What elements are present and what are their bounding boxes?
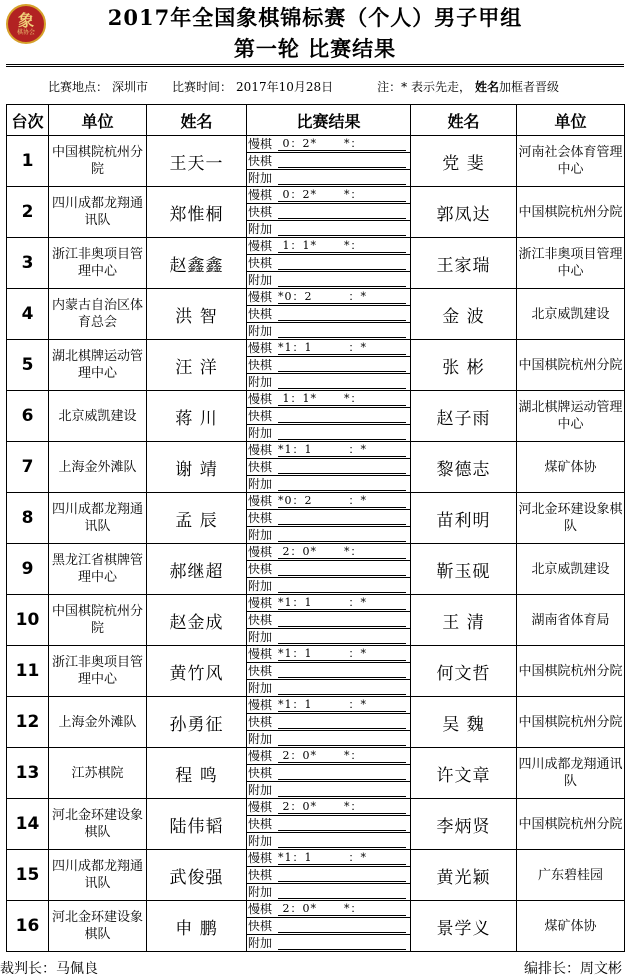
result-cell [247,646,411,697]
result-line-slow [247,850,410,867]
result-cell [247,493,411,544]
result-line-rapid [247,816,410,833]
divider-top-2 [6,66,624,67]
result-label-rapid: 快棋 [248,255,273,270]
unit-b: 煤矿体协 [517,901,625,952]
result-label-rapid: 快棋 [248,918,273,933]
result-blank [278,154,406,168]
result-label-extra: 附加 [248,782,273,797]
result-label-slow: 慢棋 [248,238,273,253]
result-value: *1：1 ：* [278,698,406,712]
unit-a: 河北金环建设象棋队 [49,901,147,952]
table-row [7,544,625,595]
board-number: 15 [7,850,49,901]
result-blank [278,579,406,593]
table-row [7,799,625,850]
result-blank [278,817,406,831]
result-cell [247,136,411,187]
result-line-rapid [247,255,410,272]
result-blank [278,919,406,933]
result-label-slow: 慢棋 [248,544,273,559]
player-b: 金 波 [411,289,517,340]
result-blank [278,681,406,695]
result-label-rapid: 快棋 [248,204,273,219]
result-blank [278,562,406,576]
result-line-extra [247,731,410,747]
result-label-rapid: 快棋 [248,357,273,372]
result-line-rapid [247,612,410,629]
result-value: *1：1 ：* [278,596,406,610]
result-blank [278,460,406,474]
result-label-extra: 附加 [248,374,273,389]
player-a: 蒋 川 [147,391,247,442]
result-line-slow [247,187,410,204]
result-label-slow: 慢棋 [248,340,273,355]
result-line-slow [247,697,410,714]
table-row [7,901,625,952]
result-label-rapid: 快棋 [248,306,273,321]
meta-line [48,78,563,95]
result-label-rapid: 快棋 [248,816,273,831]
result-line-slow [247,391,410,408]
player-b: 苗利明 [411,493,517,544]
unit-b: 煤矿体协 [517,442,625,493]
result-cell [247,748,411,799]
board-number: 9 [7,544,49,595]
col-name-b: 姓名 [411,105,517,136]
table-row [7,340,625,391]
result-line-slow [247,799,410,816]
player-b: 景学义 [411,901,517,952]
result-line-extra [247,272,410,288]
result-blank [278,783,406,797]
result-label-rapid: 快棋 [248,663,273,678]
unit-b: 中国棋院杭州分院 [517,697,625,748]
result-label-extra: 附加 [248,935,273,950]
unit-a: 湖北棋牌运动管理中心 [49,340,147,391]
board-number: 6 [7,391,49,442]
board-number: 14 [7,799,49,850]
result-blank [278,766,406,780]
player-a: 汪 洋 [147,340,247,391]
player-a: 洪 智 [147,289,247,340]
result-cell [247,238,411,289]
result-cell [247,901,411,952]
board-number: 5 [7,340,49,391]
result-blank [278,307,406,321]
result-label-extra: 附加 [248,425,273,440]
result-blank [278,868,406,882]
result-label-extra: 附加 [248,221,273,236]
result-blank [278,205,406,219]
unit-a: 黑龙江省棋牌管理中心 [49,544,147,595]
result-label-rapid: 快棋 [248,510,273,525]
note-suffix: 加框者晋级 [498,80,559,94]
unit-b: 北京威凯建设 [517,544,625,595]
player-b: 郭凤达 [411,187,517,238]
result-blank [278,477,406,491]
table-row [7,391,625,442]
result-label-extra: 附加 [248,170,273,185]
result-label-extra: 附加 [248,476,273,491]
unit-a: 上海金外滩队 [49,697,147,748]
unit-a: 中国棋院杭州分院 [49,595,147,646]
player-b: 吴 魏 [411,697,517,748]
player-a: 郝继超 [147,544,247,595]
result-line-slow [247,289,410,306]
divider-top [6,64,624,65]
result-line-extra [247,476,410,492]
time-value: 2017年10月28日 [236,80,334,94]
unit-b: 湖北棋牌运动管理中心 [517,391,625,442]
unit-b: 四川成都龙翔通讯队 [517,748,625,799]
result-cell [247,340,411,391]
result-blank [278,256,406,270]
result-value: *1：1 ：* [278,443,406,457]
unit-b: 河南社会体育管理中心 [517,136,625,187]
player-b: 党 斐 [411,136,517,187]
logo-char: 象 [17,10,34,30]
result-label-extra: 附加 [248,629,273,644]
player-a: 程 鸣 [147,748,247,799]
result-value: 2：0* *： [278,800,406,814]
table-row [7,238,625,289]
result-line-extra [247,221,410,237]
referee: 裁判长：马佩良 [0,961,98,977]
unit-b: 浙江非奥项目管理中心 [517,238,625,289]
result-label-slow: 慢棋 [248,136,273,151]
player-a: 孙勇征 [147,697,247,748]
unit-b: 北京威凯建设 [517,289,625,340]
unit-a: 内蒙古自治区体育总会 [49,289,147,340]
player-b: 靳玉砚 [411,544,517,595]
player-a: 黄竹风 [147,646,247,697]
player-b: 赵子雨 [411,391,517,442]
result-line-rapid [247,918,410,935]
player-a: 郑惟桐 [147,187,247,238]
board-number: 13 [7,748,49,799]
result-blank [278,664,406,678]
unit-b: 湖南省体育局 [517,595,625,646]
result-line-rapid [247,561,410,578]
result-label-slow: 慢棋 [248,391,273,406]
result-blank [278,324,406,338]
result-label-slow: 慢棋 [248,850,273,865]
result-cell [247,799,411,850]
player-a: 陆伟韬 [147,799,247,850]
result-blank [278,528,406,542]
result-blank [278,358,406,372]
result-label-rapid: 快棋 [248,153,273,168]
result-label-extra: 附加 [248,527,273,542]
result-label-extra: 附加 [248,578,273,593]
result-line-rapid [247,867,410,884]
result-line-rapid [247,510,410,527]
table-row [7,442,625,493]
result-label-slow: 慢棋 [248,493,273,508]
player-a: 王天一 [147,136,247,187]
player-b: 王家瑞 [411,238,517,289]
player-b: 黄光颖 [411,850,517,901]
table-header-row [7,105,625,136]
location-value: 深圳市 [112,80,149,94]
result-blank [278,732,406,746]
unit-a: 四川成都龙翔通讯队 [49,187,147,238]
result-blank [278,273,406,287]
table-row [7,289,625,340]
result-line-rapid [247,306,410,323]
result-line-extra [247,884,410,900]
unit-a: 四川成都龙翔通讯队 [49,493,147,544]
result-line-slow [247,646,410,663]
player-a: 赵金成 [147,595,247,646]
result-label-rapid: 快棋 [248,612,273,627]
player-b: 李炳贤 [411,799,517,850]
result-line-extra [247,578,410,594]
result-line-slow [247,442,410,459]
note-prefix: 注：* 表示先走， [377,80,471,94]
result-blank [278,171,406,185]
col-name-a: 姓名 [147,105,247,136]
table-row [7,646,625,697]
result-label-rapid: 快棋 [248,459,273,474]
result-blank [278,511,406,525]
result-label-extra: 附加 [248,323,273,338]
result-cell [247,595,411,646]
board-number: 2 [7,187,49,238]
board-number: 16 [7,901,49,952]
unit-a: 北京威凯建设 [49,391,147,442]
result-line-extra [247,782,410,798]
col-result: 比赛结果 [247,105,411,136]
result-line-rapid [247,765,410,782]
time-label: 比赛时间： [172,80,233,94]
table-row [7,187,625,238]
board-number: 10 [7,595,49,646]
result-line-slow [247,748,410,765]
result-line-slow [247,136,410,153]
result-label-slow: 慢棋 [248,442,273,457]
result-value: 1：1* *： [278,392,406,406]
result-line-rapid [247,663,410,680]
result-blank [278,630,406,644]
col-unit-b: 单位 [517,105,625,136]
table-row [7,748,625,799]
result-value: *1：1 ：* [278,341,406,355]
result-line-rapid [247,204,410,221]
result-cell [247,544,411,595]
result-cell [247,442,411,493]
scheduler: 编排长：周文彬 [524,961,622,977]
player-a: 赵鑫鑫 [147,238,247,289]
location-label: 比赛地点： [48,80,109,94]
unit-b: 中国棋院杭州分院 [517,340,625,391]
result-cell [247,187,411,238]
table-row [7,595,625,646]
player-a: 谢 靖 [147,442,247,493]
result-label-slow: 慢棋 [248,697,273,712]
result-value: 0：2* *： [278,188,406,202]
result-blank [278,715,406,729]
player-b: 张 彬 [411,340,517,391]
result-blank [278,409,406,423]
result-line-slow [247,544,410,561]
result-label-extra: 附加 [248,680,273,695]
result-value: *0：2 ：* [278,290,406,304]
unit-b: 河北金环建设象棋队 [517,493,625,544]
result-line-slow [247,595,410,612]
result-blank [278,885,406,899]
unit-a: 河北金环建设象棋队 [49,799,147,850]
page-title: 2017年全国象棋锦标赛（个人）男子甲组 [107,5,523,30]
result-line-slow [247,238,410,255]
result-cell [247,850,411,901]
result-line-rapid [247,408,410,425]
result-blank [278,375,406,389]
results-table [6,104,625,952]
player-a: 武俊强 [147,850,247,901]
result-line-extra [247,527,410,543]
result-value: *0：2 ：* [278,494,406,508]
result-blank [278,426,406,440]
player-b: 许文章 [411,748,517,799]
result-line-extra [247,170,410,186]
result-line-rapid [247,459,410,476]
result-cell [247,697,411,748]
board-number: 4 [7,289,49,340]
table-row [7,697,625,748]
col-board: 台次 [7,105,49,136]
player-b: 王 清 [411,595,517,646]
result-line-extra [247,629,410,645]
result-label-rapid: 快棋 [248,714,273,729]
player-b: 何文哲 [411,646,517,697]
result-value: *1：1 ：* [278,647,406,661]
result-label-slow: 慢棋 [248,748,273,763]
result-cell [247,289,411,340]
result-value: 1：1* *： [278,239,406,253]
result-line-extra [247,680,410,696]
result-label-slow: 慢棋 [248,289,273,304]
result-line-slow [247,340,410,357]
result-label-slow: 慢棋 [248,901,273,916]
result-label-rapid: 快棋 [248,408,273,423]
table-row [7,850,625,901]
result-blank [278,936,406,950]
result-cell [247,391,411,442]
board-number: 11 [7,646,49,697]
result-label-rapid: 快棋 [248,765,273,780]
unit-a: 浙江非奥项目管理中心 [49,646,147,697]
unit-a: 浙江非奥项目管理中心 [49,238,147,289]
result-line-rapid [247,714,410,731]
page-subtitle: 第一轮 比赛结果 [233,36,397,61]
result-value: 2：0* *： [278,749,406,763]
col-unit-a: 单位 [49,105,147,136]
result-label-slow: 慢棋 [248,187,273,202]
result-value: 0：2* *： [278,137,406,151]
logo-sub: 棋协会 [16,28,35,36]
board-number: 12 [7,697,49,748]
unit-b: 广东碧桂园 [517,850,625,901]
result-line-extra [247,323,410,339]
result-blank [278,613,406,627]
result-label-slow: 慢棋 [248,799,273,814]
result-line-extra [247,374,410,390]
result-value: *1：1 ：* [278,851,406,865]
result-line-rapid [247,357,410,374]
result-line-rapid [247,153,410,170]
unit-b: 中国棋院杭州分院 [517,646,625,697]
result-label-extra: 附加 [248,272,273,287]
player-a: 申 鹏 [147,901,247,952]
result-line-extra [247,425,410,441]
result-label-extra: 附加 [248,884,273,899]
unit-a: 上海金外滩队 [49,442,147,493]
board-number: 1 [7,136,49,187]
player-b: 黎德志 [411,442,517,493]
result-value: 2：0* *： [278,902,406,916]
result-line-slow [247,901,410,918]
result-label-slow: 慢棋 [248,646,273,661]
result-label-rapid: 快棋 [248,867,273,882]
board-number: 7 [7,442,49,493]
result-label-rapid: 快棋 [248,561,273,576]
result-blank [278,222,406,236]
table-body [7,136,625,952]
result-value: 2：0* *： [278,545,406,559]
result-label-extra: 附加 [248,833,273,848]
result-line-slow [247,493,410,510]
result-line-extra [247,935,410,951]
unit-a: 中国棋院杭州分院 [49,136,147,187]
unit-a: 四川成都龙翔通讯队 [49,850,147,901]
result-label-extra: 附加 [248,731,273,746]
result-blank [278,834,406,848]
result-line-extra [247,833,410,849]
board-number: 8 [7,493,49,544]
table-row [7,136,625,187]
result-label-slow: 慢棋 [248,595,273,610]
unit-b: 中国棋院杭州分院 [517,799,625,850]
note-bold: 姓名 [474,80,499,94]
unit-b: 中国棋院杭州分院 [517,187,625,238]
board-number: 3 [7,238,49,289]
table-row [7,493,625,544]
unit-a: 江苏棋院 [49,748,147,799]
player-a: 孟 辰 [147,493,247,544]
